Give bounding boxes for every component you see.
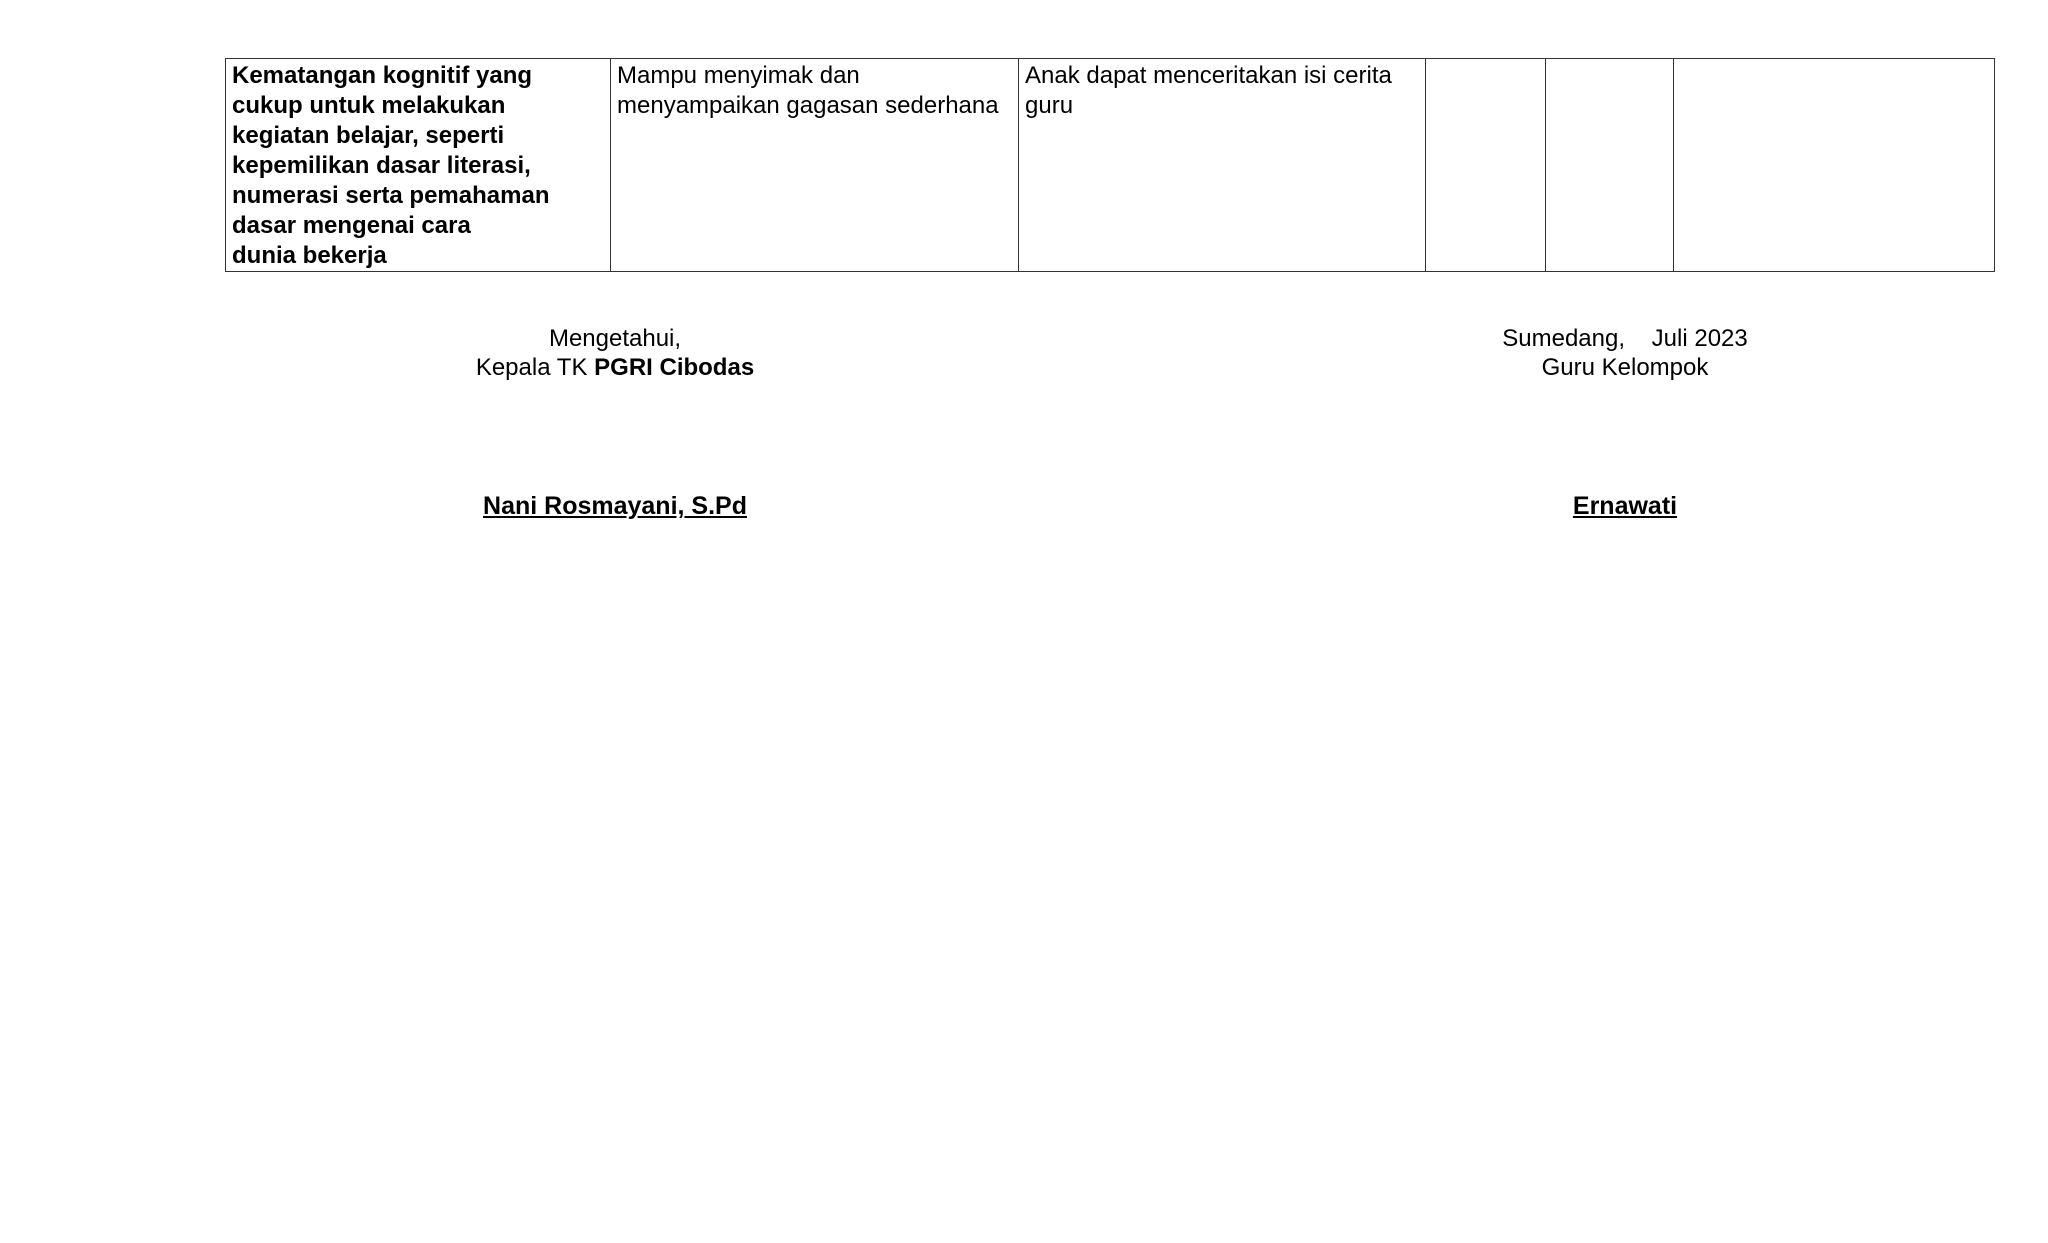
- objective-text: Mampu menyimak dan menyampaikan gagasan sederhana: [617, 62, 999, 119]
- aspect-cell: [226, 59, 611, 272]
- objective-cell: [611, 59, 1019, 272]
- school-name: PGRI Cibodas: [594, 354, 755, 381]
- teacher-name: Ernawati: [1572, 492, 1678, 520]
- principal-title-prefix: Kepala TK: [475, 354, 595, 381]
- acknowledged-label: Mengetahui,: [548, 325, 682, 352]
- indicator-cell: [1019, 59, 1426, 272]
- principal-name: Nani Rosmayani, S.Pd: [483, 492, 747, 520]
- left-signature-block: [415, 324, 815, 382]
- table-row: [226, 59, 1995, 272]
- place-date: Sumedang, Juli 2023: [1502, 325, 1748, 352]
- empty-cell-5: [1546, 59, 1674, 272]
- empty-cell-4: [1426, 59, 1546, 272]
- indicator-text: Anak dapat menceritakan isi cerita guru: [1025, 62, 1392, 119]
- aspect-text: Kematangan kognitif yang cukup untuk melakukan kegiatan belajar, seperti kepemilikan dasar literasi, numerasi serta pemahaman dasar mengenai cara dunia bekerja: [232, 62, 550, 269]
- teacher-title: Guru Kelompok: [1541, 354, 1709, 381]
- right-signature-block: [1425, 324, 1825, 382]
- principal-title: [415, 353, 815, 382]
- empty-cell-6: [1674, 59, 1995, 272]
- assessment-table: [225, 58, 1995, 272]
